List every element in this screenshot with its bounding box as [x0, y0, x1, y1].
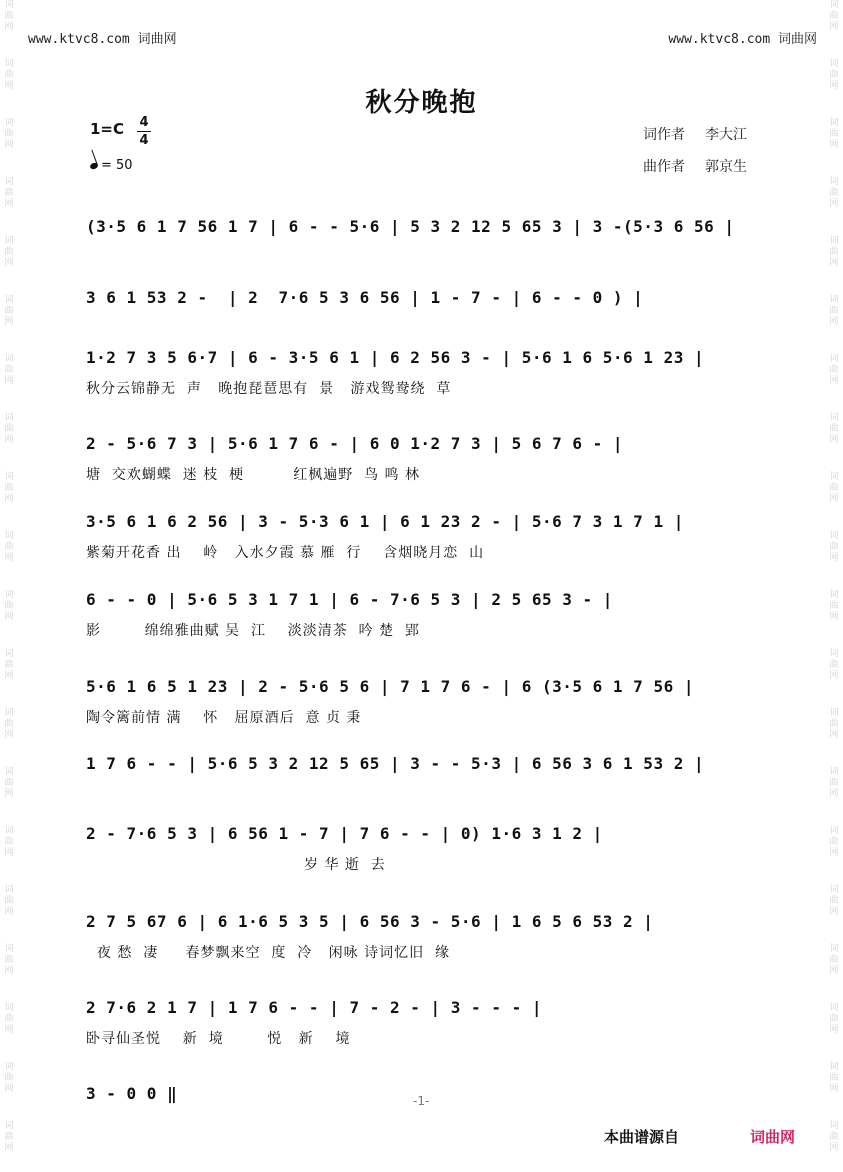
- notation-line: 6 - - 0 | 5·6 5 3 1 7 1 | 6 - 7·6 5 3 | 2 5 65 3 - |: [86, 590, 613, 609]
- notation-line: 3 6 1 53 2 - | 2 7·6 5 3 6 56 | 1 - 7 - | 6 - - 0 ) |: [86, 288, 644, 307]
- site-link-left[interactable]: www.ktvc8.com 词曲网: [28, 32, 177, 47]
- lyric-line: 陶令篱前情 满 怀 屈原酒后 意 贞 秉: [86, 710, 362, 726]
- lyric-line: 岁 华 逝 去: [86, 857, 386, 873]
- key-signature: 1=C: [90, 120, 125, 138]
- lyric-line: 秋分云锦静无 声 晚抱琵琶思有 景 游戏鸳鸯绕 草: [86, 381, 452, 397]
- notation-line: 2 - 5·6 7 3 | 5·6 1 7 6 - | 6 0 1·2 7 3 | 5 6 7 6 - |: [86, 434, 624, 453]
- composer-credit: 曲作者 郭京生: [643, 159, 747, 175]
- watermark-right: 词曲网 词曲网 词曲网 词曲网 词曲网 词曲网 词曲网 词曲网 词曲网 词曲网 词曲网 词曲网 词曲网 词曲网 词曲网 词曲网 词曲网 词曲网 词曲网 词曲网: [829, 0, 839, 1153]
- lyric-line: 夜 愁 凄 春梦飘来空 度 冷 闲咏 诗词忆旧 缘: [86, 945, 451, 961]
- lyric-line: 紫菊开花香 出 岭 入水夕霞 慕 雁 行 含烟晓月恋 山: [86, 545, 485, 561]
- notation-line: 3 - 0 0 ‖: [86, 1084, 178, 1103]
- time-signature: 4 4: [137, 115, 151, 148]
- notation-line: 2 - 7·6 5 3 | 6 56 1 - 7 | 7 6 - - | 0) 1·6 3 1 2 |: [86, 824, 603, 843]
- notation-line: 1·2 7 3 5 6·7 | 6 - 3·5 6 1 | 6 2 56 3 - | 5·6 1 6 5·6 1 23 |: [86, 348, 705, 367]
- source-brand-link[interactable]: 词曲网: [750, 1128, 796, 1146]
- lyricist-credit: 词作者 李大江: [643, 127, 747, 143]
- notation-line: (3·5 6 1 7 56 1 7 | 6 - - 5·6 | 5 3 2 12 5 65 3 | 3 -(5·3 6 56 |: [86, 217, 735, 236]
- quarter-note-icon: [89, 162, 99, 170]
- lyric-line: 塘 交欢蝴蝶 迷 枝 梗 红枫遍野 鸟 鸣 林: [86, 467, 421, 483]
- notation-line: 5·6 1 6 5 1 23 | 2 - 5·6 5 6 | 7 1 7 6 - | 6 (3·5 6 1 7 56 |: [86, 677, 694, 696]
- notation-line: 3·5 6 1 6 2 56 | 3 - 5·3 6 1 | 6 1 23 2 - | 5·6 7 3 1 7 1 |: [86, 512, 684, 531]
- lyric-line: 影 绵绵雅曲赋 吴 江 淡淡清茶 吟 楚 郢: [86, 623, 421, 639]
- site-link-right[interactable]: www.ktvc8.com 词曲网: [668, 32, 817, 47]
- tempo-marking: = 50: [90, 158, 133, 173]
- page-number: -1-: [413, 1094, 430, 1108]
- notation-line: 2 7·6 2 1 7 | 1 7 6 - - | 7 - 2 - | 3 - - - |: [86, 998, 542, 1017]
- notation-line: 1 7 6 - - | 5·6 5 3 2 12 5 65 | 3 - - 5·3 | 6 56 3 6 1 53 2 |: [86, 754, 705, 773]
- source-label: 本曲谱源自: [604, 1128, 680, 1146]
- lyric-line: 卧寻仙圣悦 新 境 悦 新 境: [86, 1031, 351, 1047]
- notation-line: 2 7 5 67 6 | 6 1·6 5 3 5 | 6 56 3 - 5·6 | 1 6 5 6 53 2 |: [86, 912, 654, 931]
- watermark-left: 词曲网 词曲网 词曲网 词曲网 词曲网 词曲网 词曲网 词曲网 词曲网 词曲网 词曲网 词曲网 词曲网 词曲网 词曲网 词曲网 词曲网 词曲网 词曲网 词曲网: [4, 0, 14, 1153]
- song-title: 秋分晚抱: [365, 88, 478, 118]
